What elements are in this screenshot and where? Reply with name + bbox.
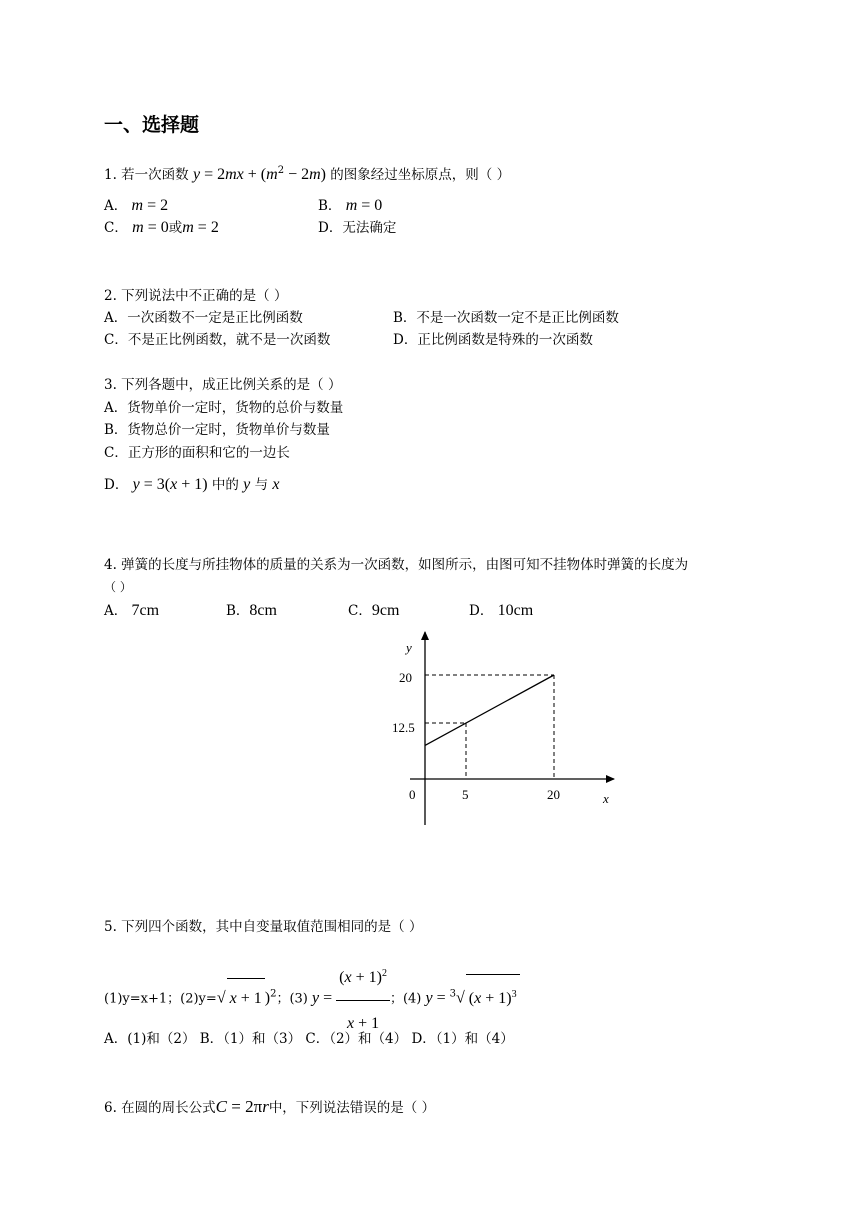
q3-option-c[interactable]: C．正方形的面积和它的一边长 <box>104 445 290 461</box>
question-3-stem: 3. 下列各题中，成正比例关系的是（ ） <box>104 377 342 393</box>
q4-option-b[interactable]: B．8cm <box>226 602 277 619</box>
q2-option-a[interactable]: A．一次函数不一定是正比例函数 <box>104 310 303 326</box>
q3-option-d[interactable]: D． y = 3(x + 1) 中的 y 与 x <box>104 476 280 493</box>
question-5-stem: 5. 下列四个函数，其中自变量取值范围相同的是（ ） <box>104 919 423 935</box>
question-6-stem: 6. 在圆的周长公式C = 2πr中，下列说法错误的是（ ） <box>104 1097 436 1116</box>
q1-option-d[interactable]: D．无法确定 <box>318 220 397 236</box>
q3-option-a[interactable]: A．货物单价一定时，货物的总价与数量 <box>104 400 344 416</box>
q1-option-c[interactable]: C． m = 0或m = 2 <box>104 219 219 236</box>
question-4-stem-line2: （ ） <box>104 580 132 594</box>
q4-option-c[interactable]: C．9cm <box>348 602 400 619</box>
q2-option-d[interactable]: D．正比例函数是特殊的一次函数 <box>393 332 593 348</box>
q1-formula: y <box>192 166 201 183</box>
question-4-stem-line1: 4. 弹簧的长度与所挂物体的质量的关系为一次函数，如图所示，由图可知不挂物体时弹簧的长度为 <box>104 557 689 573</box>
section-title: 一、选择题 <box>104 114 200 136</box>
function-line <box>425 675 554 745</box>
q1-stem-prefix: 1. 若一次函数 <box>104 167 189 183</box>
q4-option-d[interactable]: D． 10cm <box>469 602 534 619</box>
q5-options[interactable]: A．(1)和（2） B．（1）和（3） C．（2）和（4） D．（1）和（4） <box>104 1031 514 1047</box>
question-1-stem: 1. 若一次函数 $y = 2mx + (m^2 - 2m)$ 的图象经过坐标原点，则（ ） <box>104 165 511 183</box>
q3-option-b[interactable]: B．货物总价一定时，货物单价与数量 <box>104 422 330 438</box>
x-tick-20: 20 <box>547 787 560 802</box>
q1-option-a[interactable]: A． m = 2 <box>104 197 169 214</box>
q1-stem-suffix: 的图象经过坐标原点，则（ ） <box>330 167 511 183</box>
q1-option-b[interactable]: B． m = 0 <box>318 197 383 214</box>
q5-f3-fraction: $\frac{(x + 1)^2}{x + 1}$ <box>336 954 390 1044</box>
origin-label: 0 <box>409 787 416 802</box>
x-tick-5: 5 <box>462 787 469 802</box>
q2-option-b[interactable]: B．不是一次函数一定不是正比例函数 <box>393 310 619 326</box>
q5-functions: (1)y=x+1；(2)y=√ x + 1 )$^2$；(3) y = $\frac{(x + 1)^2}{x + 1}$ ；(4) y = $^3$√ $(x + 1)^3$ <box>104 954 520 994</box>
y-tick-12-5: 12.5 <box>392 720 415 735</box>
q2-option-c[interactable]: C．不是正比例函数，就不是一次函数 <box>104 332 331 348</box>
question-2-stem: 2. 下列说法中不正确的是（ ） <box>104 288 288 304</box>
q4-option-a[interactable]: A． 7cm <box>104 602 160 619</box>
x-axis-label: x <box>603 791 609 806</box>
y-axis-label: y <box>406 640 412 655</box>
q5-f1-text: (1)y=x+1；(2)y= <box>104 991 217 1007</box>
y-tick-20: 20 <box>399 670 412 685</box>
